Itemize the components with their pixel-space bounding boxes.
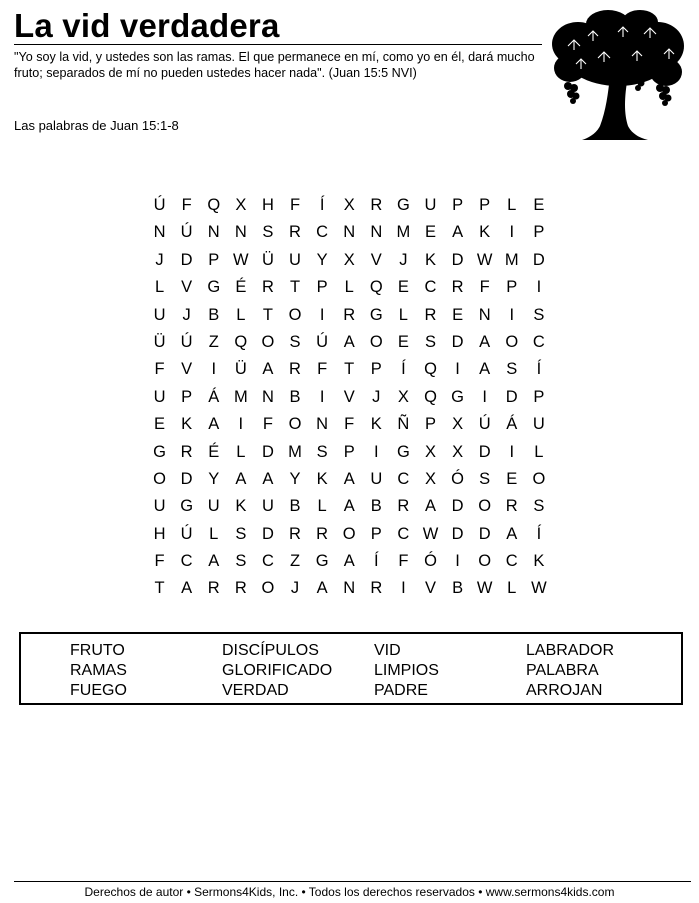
grid-letter: I	[482, 387, 487, 406]
grid-letter: P	[181, 387, 193, 406]
page-title: La vid verdadera	[14, 7, 280, 44]
grid-letter: D	[478, 524, 491, 543]
grid-letter: I	[319, 387, 325, 406]
grid-letter: É	[208, 442, 220, 461]
grid-letter: X	[343, 196, 355, 214]
grid-letter: A	[479, 332, 491, 351]
grid-letter: T	[262, 305, 273, 324]
puzzle-subtitle: Las palabras de Juan 15:1-8	[14, 118, 179, 133]
word-bank-word: PADRE	[374, 682, 428, 699]
grid-letter: U	[153, 305, 166, 324]
grid-letter: R	[261, 278, 274, 297]
grid-letter: O	[261, 332, 275, 351]
grid-letter: E	[154, 415, 166, 434]
grid-letter: A	[343, 497, 355, 516]
grid-letter: F	[154, 360, 165, 379]
grid-letter: G	[180, 497, 194, 516]
grid-letter: T	[154, 579, 165, 598]
grid-letter: Ü	[234, 360, 247, 379]
grid-letter: E	[452, 305, 464, 324]
grid-letter: M	[504, 250, 519, 269]
grid-letter: I	[455, 552, 460, 571]
grid-letter: A	[343, 552, 355, 571]
grid-letter: A	[343, 332, 355, 351]
grid-letter: G	[369, 305, 383, 324]
scripture-quote: "Yo soy la vid, y ustedes son las ramas. El que permanece en mí, como yo en él, dará mucho fruto; separados de mí no pueden ustedes hacer nada". (Juan 15:5 NVI)	[14, 50, 535, 80]
grid-letter: L	[344, 278, 354, 297]
grid-letter: Ú	[153, 196, 166, 214]
grid-letter: J	[182, 305, 191, 324]
word-bank-word: FRUTO	[70, 642, 125, 659]
grid-letter: C	[261, 552, 274, 571]
grid-letter: G	[396, 442, 410, 461]
grid-letter: P	[316, 278, 328, 297]
grid-letter: C	[424, 278, 437, 297]
grid-letter: O	[288, 305, 302, 324]
grid-letter: L	[398, 305, 408, 324]
grid-letter: Z	[289, 552, 301, 571]
grid-letter: I	[455, 360, 460, 379]
grid-letter: P	[452, 196, 464, 214]
word-bank	[19, 632, 683, 705]
grid-letter: X	[424, 469, 436, 488]
grid-letter: L	[236, 305, 246, 324]
grid-letter: V	[181, 360, 193, 379]
grid-letter: Q	[424, 360, 437, 379]
grid-letter: C	[505, 552, 518, 571]
grid-letter: B	[452, 579, 464, 598]
grid-letter: R	[424, 305, 437, 324]
grid-letter: O	[261, 579, 275, 598]
grid-letter: N	[316, 415, 329, 434]
grid-letter: D	[451, 497, 464, 516]
grid-letter: T	[289, 278, 301, 297]
grid-letter: J	[399, 250, 408, 269]
grid-letter: B	[370, 497, 382, 516]
grid-letter: H	[261, 196, 274, 214]
grid-letter: R	[343, 305, 356, 324]
grid-letter: G	[396, 196, 410, 214]
grid-letter: O	[532, 469, 546, 488]
copyright-footer: Derechos de autor • Sermons4Kids, Inc. • Todos los derechos reservados • www.sermons4kids.com	[84, 885, 615, 899]
grid-letter: C	[532, 332, 545, 351]
grid-letter: K	[479, 223, 491, 242]
grid-letter: Ü	[153, 332, 166, 351]
grid-letter: Z	[208, 332, 219, 351]
grid-letter: F	[154, 552, 165, 571]
grid-letter: W	[422, 524, 439, 543]
grid-letter: K	[316, 469, 328, 488]
word-bank-word: VERDAD	[222, 682, 289, 699]
grid-letter: S	[316, 442, 328, 461]
grid-letter: A	[262, 469, 274, 488]
grid-letter: Q	[234, 332, 248, 351]
grid-letter: Ñ	[397, 415, 410, 434]
grid-letter: U	[261, 497, 274, 516]
grid-letter: O	[369, 332, 383, 351]
grid-letter: V	[424, 579, 436, 598]
grid-letter: A	[235, 469, 247, 488]
grid-letter: Ú	[316, 332, 329, 351]
grid-letter: U	[289, 250, 301, 269]
grid-letter: S	[424, 332, 436, 351]
grid-letter: K	[370, 415, 382, 434]
grid-letter: S	[235, 524, 247, 543]
grid-letter: Ú	[180, 332, 193, 351]
grid-letter: P	[479, 196, 491, 214]
footer-divider	[14, 881, 691, 882]
grid-letter: M	[396, 223, 411, 242]
grid-letter: X	[397, 387, 409, 406]
grid-letter: Y	[289, 469, 301, 488]
grid-letter: I	[536, 278, 542, 297]
grid-letter: G	[207, 278, 221, 297]
grid-letter: F	[289, 196, 301, 214]
grid-letter: X	[452, 442, 464, 461]
grid-letter: D	[180, 469, 193, 488]
grid-letter: D	[451, 250, 464, 269]
grid-letter: O	[478, 552, 492, 571]
grid-letter: E	[506, 469, 518, 488]
grid-letter: D	[261, 442, 274, 461]
grid-letter: U	[153, 497, 166, 516]
grid-letter: Á	[208, 387, 220, 406]
grid-letter: P	[370, 360, 382, 379]
grid-letter: A	[452, 223, 464, 242]
grid-letter: Q	[369, 278, 383, 297]
grid-letter: Q	[424, 387, 437, 406]
grid-letter: Í	[374, 552, 379, 571]
grid-letter: J	[372, 387, 381, 406]
grid-letter: D	[451, 524, 464, 543]
grid-letter: R	[505, 497, 518, 516]
grid-letter: F	[262, 415, 273, 434]
grid-letter: B	[289, 387, 301, 406]
grid-letter: W	[476, 579, 493, 598]
grid-letter: E	[397, 278, 409, 297]
grid-letter: U	[370, 469, 383, 488]
grid-letter: V	[181, 278, 193, 297]
grid-letter: O	[505, 332, 519, 351]
grid-letter: V	[370, 250, 382, 269]
grid-letter: I	[509, 305, 515, 324]
grid-letter: L	[317, 497, 327, 516]
grid-letter: Í	[536, 360, 542, 379]
grid-letter: K	[235, 497, 247, 516]
grid-letter: N	[153, 223, 166, 242]
word-bank-word: RAMAS	[70, 662, 127, 679]
grid-letter: Á	[506, 415, 518, 434]
grid-letter: Y	[208, 469, 220, 488]
grid-letter: K	[533, 552, 545, 571]
grid-letter: J	[290, 579, 300, 598]
grid-letter: K	[181, 415, 193, 434]
grid-letter: R	[289, 524, 301, 543]
grid-letter: A	[208, 552, 220, 571]
grid-letter: L	[507, 579, 517, 598]
grid-letter: R	[289, 360, 301, 379]
grid-letter: G	[315, 552, 329, 571]
grid-letter: F	[317, 360, 328, 379]
grid-letter: V	[343, 387, 355, 406]
grid-letter: R	[180, 442, 193, 461]
grid-letter: B	[208, 305, 220, 324]
grid-letter: I	[211, 360, 217, 379]
grid-letter: C	[180, 552, 193, 571]
grid-letter: U	[424, 196, 437, 214]
grid-letter: S	[533, 497, 545, 516]
grid-letter: P	[343, 442, 355, 461]
grid-letter: B	[289, 497, 301, 516]
grid-letter: X	[343, 250, 355, 269]
grid-letter: L	[507, 196, 517, 214]
grid-letter: I	[374, 442, 379, 461]
grid-letter: D	[505, 387, 518, 406]
grid-letter: R	[234, 579, 247, 598]
grid-letter: Í	[319, 196, 325, 214]
grid-letter: N	[261, 387, 274, 406]
grid-letter: R	[451, 278, 464, 297]
grid-letter: P	[208, 250, 220, 269]
grid-letter: R	[207, 579, 220, 598]
grid-letter: Ú	[180, 223, 193, 242]
grid-letter: N	[234, 223, 247, 242]
grid-letter: I	[401, 579, 406, 598]
grid-letter: Ü	[261, 250, 274, 269]
grid-letter: W	[476, 250, 493, 269]
grid-letter: O	[288, 415, 302, 434]
grid-letter: O	[478, 497, 492, 516]
grid-letter: O	[342, 524, 356, 543]
grid-letter: X	[452, 415, 464, 434]
grid-letter: Í	[401, 360, 406, 379]
grid-letter: C	[397, 524, 410, 543]
grid-letter: U	[153, 387, 166, 406]
grid-letter: N	[343, 579, 356, 598]
grid-letter: A	[479, 360, 491, 379]
grid-letter: U	[207, 497, 220, 516]
grid-letter: D	[532, 250, 545, 269]
grid-letter: X	[424, 442, 436, 461]
grid-letter: F	[181, 196, 192, 214]
grid-letter: E	[397, 332, 409, 351]
word-bank-word: ARROJAN	[526, 682, 603, 699]
grid-letter: S	[533, 305, 545, 324]
grid-letter: N	[343, 223, 356, 242]
grid-letter: M	[288, 442, 302, 461]
grid-letter: K	[424, 250, 436, 269]
grid-letter: S	[506, 360, 518, 379]
grid-letter: Í	[536, 524, 542, 543]
grid-letter: É	[235, 278, 247, 297]
grid-letter: P	[370, 524, 382, 543]
grid-letter: R	[370, 579, 383, 598]
grid-letter: N	[370, 223, 383, 242]
grid-letter: L	[236, 442, 246, 461]
grid-letter: W	[531, 579, 547, 598]
grid-letter: I	[509, 442, 515, 461]
grid-letter: A	[424, 497, 436, 516]
grid-letter: E	[533, 196, 545, 214]
grid-letter: W	[233, 250, 249, 269]
grid-letter: R	[397, 497, 410, 516]
grid-letter: O	[153, 469, 166, 488]
grid-letter: P	[533, 387, 545, 406]
grid-letter: E	[424, 223, 436, 242]
grid-letter: A	[208, 415, 220, 434]
word-bank-word: VID	[374, 642, 401, 659]
grid-letter: T	[344, 360, 355, 379]
title-divider	[14, 44, 542, 45]
grid-letter: P	[533, 223, 545, 242]
grid-letter: P	[424, 415, 436, 434]
grid-letter: A	[343, 469, 355, 488]
grid-letter: Ú	[180, 524, 193, 543]
grid-letter: I	[238, 415, 244, 434]
grid-letter: I	[319, 305, 325, 324]
grid-letter: C	[316, 223, 329, 242]
grid-letter: P	[506, 278, 518, 297]
grid-letter: S	[479, 469, 491, 488]
grid-letter: S	[289, 332, 301, 351]
grid-letter: D	[478, 442, 491, 461]
grid-letter: R	[370, 196, 383, 214]
grid-letter: Q	[207, 196, 221, 214]
vine-tree-icon	[548, 6, 688, 144]
grid-letter: A	[316, 579, 328, 598]
word-bank-word: DISCÍPULOS	[222, 642, 319, 659]
grid-letter: F	[344, 415, 355, 434]
grid-letter: N	[207, 223, 220, 242]
grid-letter: U	[532, 415, 545, 434]
word-bank-word: FUEGO	[70, 682, 127, 699]
grid-letter: D	[180, 250, 193, 269]
grid-letter: F	[398, 552, 409, 571]
grid-letter: X	[235, 196, 247, 214]
grid-letter: G	[153, 442, 166, 461]
grid-letter: R	[316, 524, 329, 543]
word-bank-word: LIMPIOS	[374, 662, 439, 679]
grid-letter: S	[235, 552, 247, 571]
grid-letter: N	[478, 305, 491, 324]
word-bank-word: LABRADOR	[526, 642, 615, 659]
grid-letter: D	[451, 332, 464, 351]
grid-letter: I	[509, 223, 515, 242]
grid-letter: S	[262, 223, 274, 242]
grid-letter: J	[155, 250, 164, 269]
word-search-grid	[146, 192, 552, 603]
grid-letter: L	[154, 278, 165, 297]
grid-letter: A	[506, 524, 518, 543]
grid-letter: L	[209, 524, 219, 543]
grid-letter: H	[153, 524, 166, 543]
grid-letter: Ú	[478, 415, 491, 434]
grid-letter: Ó	[451, 469, 464, 488]
grid-letter: A	[262, 360, 274, 379]
grid-letter: F	[479, 278, 490, 297]
grid-letter: M	[233, 387, 248, 406]
grid-letter: A	[181, 579, 193, 598]
grid-letter: L	[534, 442, 544, 461]
grid-letter: Y	[316, 250, 328, 269]
grid-letter: G	[451, 387, 464, 406]
word-bank-word: PALABRA	[526, 662, 599, 679]
grid-letter: D	[261, 524, 274, 543]
grid-letter: R	[289, 223, 301, 242]
grid-letter: Ó	[424, 552, 437, 571]
grid-letter: C	[397, 469, 410, 488]
word-bank-word: GLORIFICADO	[222, 662, 333, 679]
